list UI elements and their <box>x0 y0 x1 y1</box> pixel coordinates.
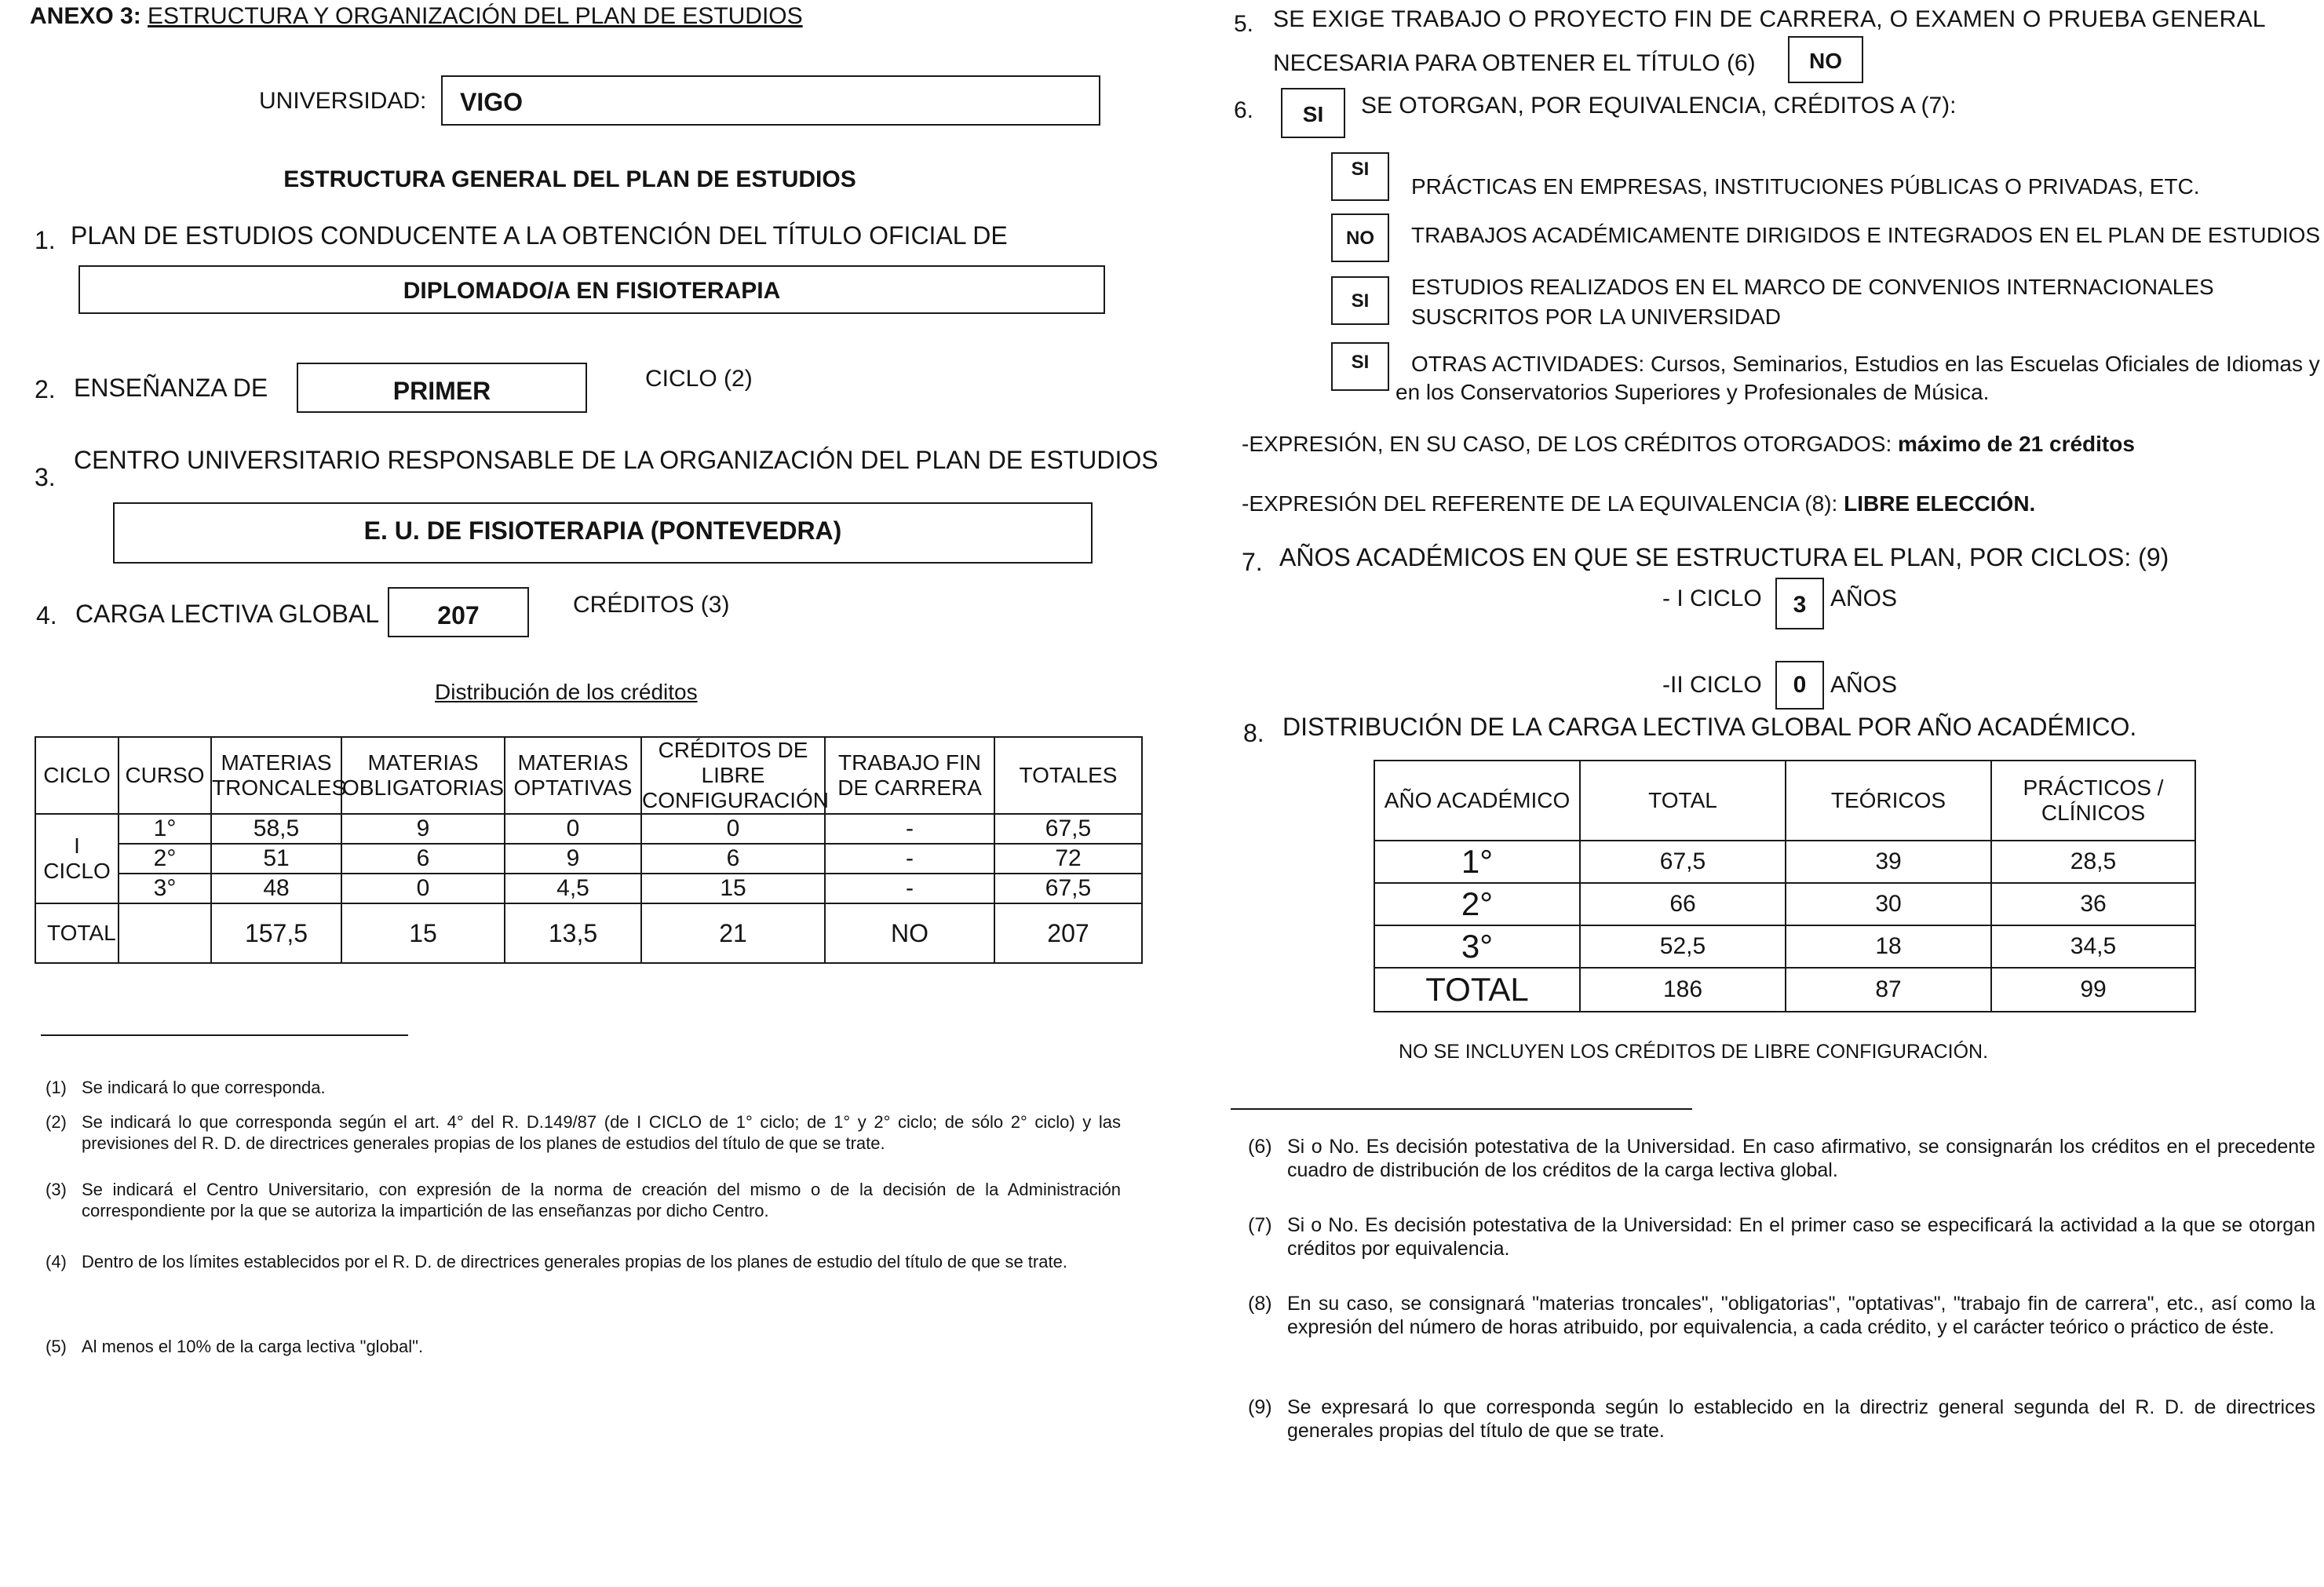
cycle1-years-value: 3 <box>1793 592 1807 618</box>
structure-heading: ESTRUCTURA GENERAL DEL PLAN DE ESTUDIOS <box>283 166 856 192</box>
table-cell: 18 <box>1786 925 1991 968</box>
table-cell: 48 <box>211 874 341 903</box>
item5-line2: NECESARIA PARA OBTENER EL TÍTULO (6) <box>1273 50 1756 76</box>
footnote-text: Si o No. Es decisión potestativa de la Universidad. En caso afirmativo, se consignarán los créditos en el precedente cuadro de distribución de los créditos de la carga lectiva global. <box>1287 1136 2315 1181</box>
table-row <box>35 874 1142 903</box>
footnote-text: Dentro de los límites establecidos por el R. D. de directrices generales propias de los planes de estudio del título de que se trate. <box>82 1252 1067 1271</box>
table-cell: 0 <box>641 814 825 844</box>
final-project-value: NO <box>1809 49 1842 73</box>
option-box <box>1331 152 1389 201</box>
footnote-number: (6) <box>1248 1136 1272 1158</box>
annex-header <box>30 3 803 30</box>
item8-number: 8. <box>1243 719 1264 747</box>
item1-number: 1. <box>35 226 56 254</box>
table-cell: 51 <box>211 844 341 874</box>
footnote-number: (8) <box>1248 1293 1272 1315</box>
cycle1-years-unit: AÑOS <box>1830 586 1898 611</box>
option-text: ESTUDIOS REALIZADOS EN EL MARCO DE CONVENIOS INTERNACIONALES <box>1411 275 2214 299</box>
table-cell: 67,5 <box>994 814 1142 844</box>
table-cell: 207 <box>994 903 1142 963</box>
table1-header-row <box>35 737 1142 814</box>
item7-number: 7. <box>1242 548 1263 576</box>
option-text: PRÁCTICAS EN EMPRESAS, INSTITUCIONES PÚBLICAS O PRIVADAS, ETC. <box>1411 174 2200 199</box>
option-box <box>1331 213 1389 262</box>
credits-expression-label: -EXPRESIÓN, EN SU CASO, DE LOS CRÉDITOS OTORGADOS: <box>1242 432 1892 456</box>
ciclo-label-line2: CICLO <box>43 859 111 883</box>
university-label: UNIVERSIDAD: <box>259 88 427 114</box>
option-box <box>1331 276 1389 325</box>
table-cell: 52,5 <box>1580 925 1786 968</box>
center-field <box>113 502 1093 564</box>
footnote-number: (4) <box>46 1252 67 1271</box>
table-cell: 87 <box>1786 968 1991 1012</box>
footnote-divider <box>41 1034 408 1036</box>
table-cell: 15 <box>341 903 505 963</box>
table-row <box>1374 841 2195 883</box>
ciclo-cell <box>35 814 119 903</box>
distribution-title: Distribución de los créditos <box>435 680 698 704</box>
cycle1-years-field <box>1775 578 1824 629</box>
table-cell: 4,5 <box>505 874 641 903</box>
total-label: TOTAL <box>35 903 119 963</box>
option-text-line2: SUSCRITOS POR LA UNIVERSIDAD <box>1411 305 1781 329</box>
item8-label: DISTRIBUCIÓN DE LA CARGA LECTIVA GLOBAL POR AÑO ACADÉMICO. <box>1282 713 2137 741</box>
final-project-field <box>1788 36 1863 83</box>
table-cell: 67,5 <box>1580 841 1786 883</box>
header-libre-configuracion: CRÉDITOS DE LIBRE CONFIGURACIÓN <box>642 738 829 812</box>
equivalence-field <box>1281 88 1345 138</box>
footnote-number: (7) <box>1248 1214 1272 1236</box>
header-ciclo: CICLO <box>35 737 119 814</box>
credits-value: 207 <box>437 601 480 629</box>
table-cell: 2° <box>1374 883 1580 925</box>
header-obligatorias: MATERIAS OBLIGATORIAS <box>341 737 505 814</box>
table-cell: 15 <box>641 874 825 903</box>
credit-distribution-table <box>35 736 1143 964</box>
center-value: E. U. DE FISIOTERAPIA (PONTEVEDRA) <box>363 516 842 545</box>
item3-label: CENTRO UNIVERSITARIO RESPONSABLE DE LA ORGANIZACIÓN DEL PLAN DE ESTUDIOS <box>74 446 1158 474</box>
table-cell: 36 <box>1991 883 2195 925</box>
option-value: NO <box>1346 228 1374 249</box>
item6-number: 6. <box>1234 97 1254 123</box>
header-curso: CURSO <box>119 737 211 814</box>
cycle2-years-unit: AÑOS <box>1830 672 1898 698</box>
footnote-number: (5) <box>46 1337 67 1356</box>
equivalence-value: SI <box>1302 102 1324 126</box>
annex-title: ESTRUCTURA Y ORGANIZACIÓN DEL PLAN DE ESTUDIOS <box>148 3 803 29</box>
option-text: TRABAJOS ACADÉMICAMENTE DIRIGIDOS E INTEGRADOS EN EL PLAN DE ESTUDIOS <box>1411 223 2321 247</box>
table-cell: 9 <box>341 814 505 844</box>
table-cell: 39 <box>1786 841 1991 883</box>
header-optativas: MATERIAS OPTATIVAS <box>505 737 641 814</box>
table-cell: 30 <box>1786 883 1991 925</box>
cycle-value: PRIMER <box>392 377 491 405</box>
credits-field <box>388 587 529 637</box>
item2-number: 2. <box>35 375 56 403</box>
table1-total-row <box>35 903 1142 963</box>
table-row <box>35 844 1142 874</box>
cycle2-years-field <box>1775 661 1824 710</box>
item2-label: ENSEÑANZA DE <box>74 374 268 402</box>
table-cell: 99 <box>1991 968 2195 1012</box>
table-cell: - <box>825 814 994 844</box>
table-cell: 28,5 <box>1991 841 2195 883</box>
table-cell: 0 <box>341 874 505 903</box>
footnote-number: (9) <box>1248 1396 1272 1418</box>
university-field <box>441 75 1100 126</box>
table-row <box>1374 925 2195 968</box>
table-cell: 58,5 <box>211 814 341 844</box>
table2-total-row <box>1374 968 2195 1012</box>
footnote-text: En su caso, se consignará "materias troncales", "obligatorias", "optativas", "trabajo fin de carrera", etc., así como la expresión del número de horas atribuido, por equivalencia, a cada crédito, y el carácter teórico o práctico de éste. <box>1287 1293 2315 1338</box>
header-trabajo-fin-carrera: TRABAJO FIN DE CARRERA <box>825 737 994 814</box>
table-row <box>1374 883 2195 925</box>
table-cell: 6 <box>341 844 505 874</box>
table-cell: 1° <box>1374 841 1580 883</box>
item6-label: SE OTORGAN, POR EQUIVALENCIA, CRÉDITOS A (7): <box>1361 93 1957 119</box>
cycle-suffix: CICLO (2) <box>645 366 753 392</box>
cycle2-years-value: 0 <box>1793 672 1807 698</box>
table2-header-row <box>1374 761 2195 841</box>
table-cell: 3° <box>1374 925 1580 968</box>
table-cell: 72 <box>994 844 1142 874</box>
table-cell: 2° <box>119 844 211 874</box>
item7-label: AÑOS ACADÉMICOS EN QUE SE ESTRUCTURA EL PLAN, POR CICLOS: (9) <box>1279 543 2169 571</box>
item1-label: PLAN DE ESTUDIOS CONDUCENTE A LA OBTENCIÓN DEL TÍTULO OFICIAL DE <box>71 221 1008 250</box>
cycle-field <box>297 363 587 413</box>
option-value: SI <box>1351 352 1370 373</box>
footnote-text: Al menos el 10% de la carga lectiva "global". <box>82 1337 424 1356</box>
footnote-text: Si o No. Es decisión potestativa de la Universidad: En el primer caso se especificará la actividad a la que se otorgan créditos por equivalencia. <box>1287 1214 2315 1260</box>
table-cell: 186 <box>1580 968 1786 1012</box>
header-totales: TOTALES <box>994 737 1142 814</box>
table-cell: 157,5 <box>211 903 341 963</box>
table-cell: - <box>825 874 994 903</box>
cycle2-label: -II CICLO <box>1662 672 1762 698</box>
item3-number: 3. <box>35 463 56 491</box>
cycle1-label: - I CICLO <box>1662 586 1762 611</box>
free-config-note: NO SE INCLUYEN LOS CRÉDITOS DE LIBRE CONFIGURACIÓN. <box>1399 1041 1989 1063</box>
credits-suffix: CRÉDITOS (3) <box>573 592 730 618</box>
table-cell: 67,5 <box>994 874 1142 903</box>
equivalence-referent <box>1242 491 2035 516</box>
table-cell: 34,5 <box>1991 925 2195 968</box>
header-troncales: MATERIAS TRONCALES <box>211 737 341 814</box>
table-cell: - <box>825 844 994 874</box>
table-cell: NO <box>825 903 994 963</box>
header-ano-academico: AÑO ACADÉMICO <box>1374 761 1580 841</box>
university-value: VIGO <box>460 88 524 116</box>
table-row <box>35 814 1142 844</box>
table-cell: 21 <box>641 903 825 963</box>
item5-number: 5. <box>1234 11 1254 37</box>
footnote-text: Se indicará el Centro Universitario, con expresión de la norma de creación del mismo o de la decisión de la Administración correspondiente por la que se autoriza la impartición de las enseñanzas por dicho Centro. <box>82 1180 1121 1220</box>
table-cell <box>119 903 211 963</box>
referent-label: -EXPRESIÓN DEL REFERENTE DE LA EQUIVALENCIA (8): <box>1242 491 1838 516</box>
header-practicos-clinicos: PRÁCTICOS / CLÍNICOS <box>1991 761 2195 841</box>
footnote-text: Se indicará lo que corresponda según el art. 4° del R. D.149/87 (de I CICLO de 1° ciclo; de 1° y 2° ciclo; de sólo 2° ciclo) y las previsiones del R. D. de directrices generales propias de los planes de estudios del título de que se trate. <box>82 1112 1121 1153</box>
option-text-line2: en los Conservatorios Superiores y Profesionales de Música. <box>1395 380 1990 404</box>
option-text: OTRAS ACTIVIDADES: Cursos, Seminarios, Estudios en las Escuelas Oficiales de Idiomas y <box>1411 352 2320 376</box>
item5-line1: SE EXIGE TRABAJO O PROYECTO FIN DE CARRERA, O EXAMEN O PRUEBA GENERAL <box>1273 6 2266 32</box>
table-cell: 1° <box>119 814 211 844</box>
footnote-divider <box>1231 1108 1692 1110</box>
item4-label: CARGA LECTIVA GLOBAL <box>75 600 380 628</box>
credits-expression <box>1242 432 2135 457</box>
academic-year-table <box>1374 760 2196 1012</box>
option-value: SI <box>1351 159 1370 180</box>
footnote-number: (1) <box>46 1078 67 1097</box>
option-value: SI <box>1351 290 1370 312</box>
referent-value: LIBRE ELECCIÓN. <box>1844 491 2036 516</box>
footnote-text: Se expresará lo que corresponda según lo establecido en la directriz general segunda del R. D. de directrices generales propias del título de que se trate. <box>1287 1396 2315 1442</box>
footnote-number: (2) <box>46 1112 67 1132</box>
annex-prefix: ANEXO 3: <box>30 3 141 29</box>
option-box <box>1331 342 1389 391</box>
credits-expression-value: máximo de 21 créditos <box>1898 432 2135 456</box>
table-cell: TOTAL <box>1374 968 1580 1012</box>
table-cell: 6 <box>641 844 825 874</box>
table-cell: 66 <box>1580 883 1786 925</box>
degree-title-field <box>78 265 1105 314</box>
degree-title-value: DIPLOMADO/A EN FISIOTERAPIA <box>403 278 781 304</box>
table-cell: 13,5 <box>505 903 641 963</box>
ciclo-label-line1: I <box>74 834 80 858</box>
item4-number: 4. <box>36 601 57 629</box>
header-teoricos: TEÓRICOS <box>1786 761 1991 841</box>
footnote-number: (3) <box>46 1180 67 1199</box>
table-cell: 0 <box>505 814 641 844</box>
header-total: TOTAL <box>1580 761 1786 841</box>
table-cell: 9 <box>505 844 641 874</box>
table-cell: 3° <box>119 874 211 903</box>
footnote-text: Se indicará lo que corresponda. <box>82 1078 326 1097</box>
